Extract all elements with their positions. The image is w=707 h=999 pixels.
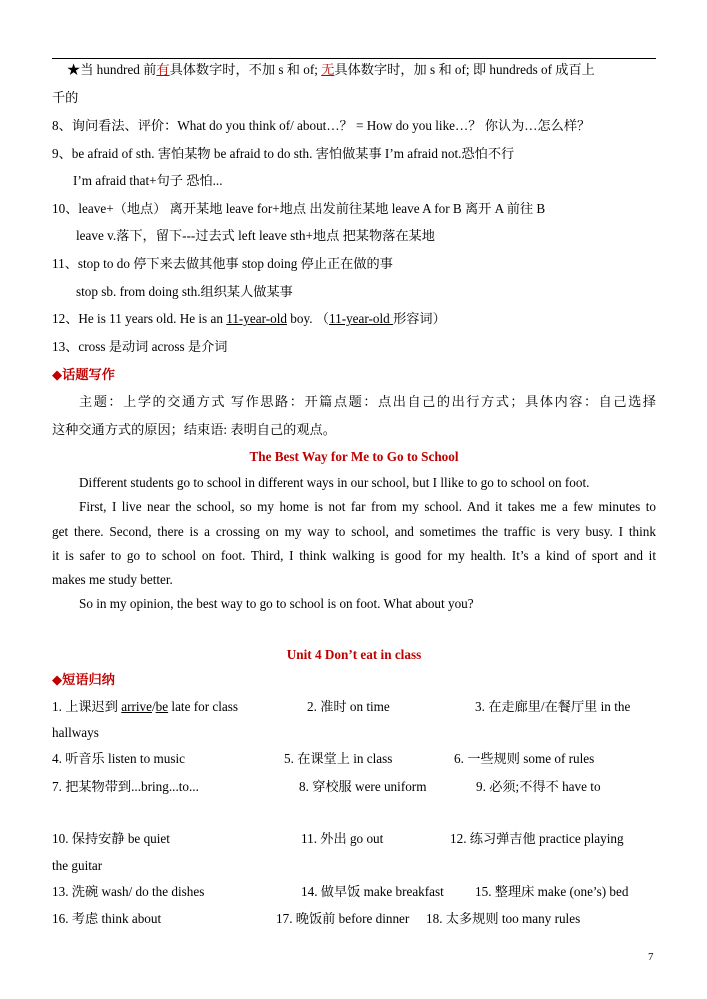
phrase-3a: 3. 在走廊里/在餐厅里 in the [475,699,631,714]
phrase-1-be: be [155,699,169,714]
item-13: 13、cross 是动词 across 是介词 [52,339,228,354]
phrase-1-slash: / [151,699,156,714]
intro-text-3: 具体数字时，加 s 和 of; 即 hundreds of 成百上 [334,62,595,77]
intro-line [67,61,595,79]
phrase-6: 6. 一些规则 some of rules [454,751,595,766]
writing-line-1: 主题：上学的交通方式 写作思路：开篇点题：点出自己的出行方式；具体内容：自己选择 [79,394,656,409]
item-12-pre: 12、He is 11 years old. He is an [52,311,227,326]
phrase-1-arrive: arrive [121,699,152,714]
star-icon: ★ [67,62,81,77]
phrase-10: 10. 保持安静 be quiet [52,831,170,846]
intro-text-2: 具体数字时，不加 s 和 of; [169,62,322,77]
phrase-1-pre: 1. 上课迟到 [52,699,122,714]
phrase-18: 18. 太多规则 too many rules [426,911,581,926]
item-12-post: 形容词） [393,311,446,326]
essay-p2-a: First, I live near the school, so my home is not far from my school. And it takes me a few minutes to [79,499,656,514]
writing-line-2: 这种交通方式的原因；结束语: 表明自己的观点。 [52,422,336,437]
item-12-underline-2: 11-year-old [329,311,394,326]
intro-you: 有 [156,62,170,77]
intro-wu: 无 [321,62,335,77]
writing-heading: ◆话题写作 [52,367,115,382]
phrase-1 [52,698,238,716]
item-10a: 10、leave+（地点） 离开某地 leave for+地点 出发前往某地 leave A for B 离开 A 前往 B [52,201,546,216]
phrase-1-post: late for class [168,699,239,714]
page-number: 7 [648,951,654,963]
phrase-7: 7. 把某物带到...bring...to... [52,779,199,794]
phrase-12b: the guitar [52,858,103,873]
phrase-4: 4. 听音乐 listen to music [52,751,185,766]
essay-p1: Different students go to school in different ways in our school, but I llike to go to school on foot. [79,475,590,490]
intro-cont: 千的 [52,90,79,105]
phrase-2: 2. 准时 on time [307,699,390,714]
phrase-13: 13. 洗碗 wash/ do the dishes [52,884,205,899]
phrase-5: 5. 在课堂上 in class [284,751,393,766]
phrase-17: 17. 晚饭前 before dinner [276,911,410,926]
phrase-9: 9. 必须;不得不 have to [476,779,601,794]
essay-p2-d: makes me study better. [52,572,173,587]
item-10b: leave v.落下，留下---过去式 left leave sth+地点 把某物落在某地 [76,228,435,243]
phrase-14: 14. 做早饭 make breakfast [301,884,444,899]
phrase-16: 16. 考虑 think about [52,911,162,926]
phrase-11: 11. 外出 go out [301,831,384,846]
item-12-underline-1: 11-year-old [226,311,287,326]
phrase-12a: 12. 练习弹吉他 practice playing [450,831,624,846]
unit4-title: Unit 4 Don’t eat in class [286,647,422,662]
phrase-3b: hallways [52,725,99,740]
phrase-15: 15. 整理床 make (one’s) bed [475,884,629,899]
header-rule [52,58,656,59]
item-11b: stop sb. from doing sth.组织某人做某事 [76,284,293,299]
unit4-heading: ◆短语归纳 [52,672,115,687]
intro-text-1: 当 hundred 前 [80,62,157,77]
item-11a: 11、stop to do 停下来去做其他事 stop doing 停止正在做的事 [52,256,393,271]
phrase-8: 8. 穿校服 were uniform [299,779,427,794]
essay-title: The Best Way for Me to Go to School [249,449,459,464]
item-12 [52,310,446,328]
essay-p3: So in my opinion, the best way to go to school is on foot. What about you? [79,596,474,611]
item-8: 8、询问看法、评价：What do you think of/ about…？ = How do you like…？ 你认为…怎么样？ [52,118,591,133]
item-12-mid: boy. （ [286,311,329,326]
item-9b: I’m afraid that+句子 恐怕... [73,173,223,188]
essay-p2-b: get there. Second, there is a crossing on my way to school, and sometimes the traffic is very busy. I think [52,524,656,539]
item-9a: 9、be afraid of sth. 害怕某物 be afraid to do sth. 害怕做某事 I’m afraid not.恐怕不行 [52,146,515,161]
essay-p2-c: it is safer to go to school on foot. Third, I think walking is good for my health. It’s a kind of sport and it [52,548,656,563]
